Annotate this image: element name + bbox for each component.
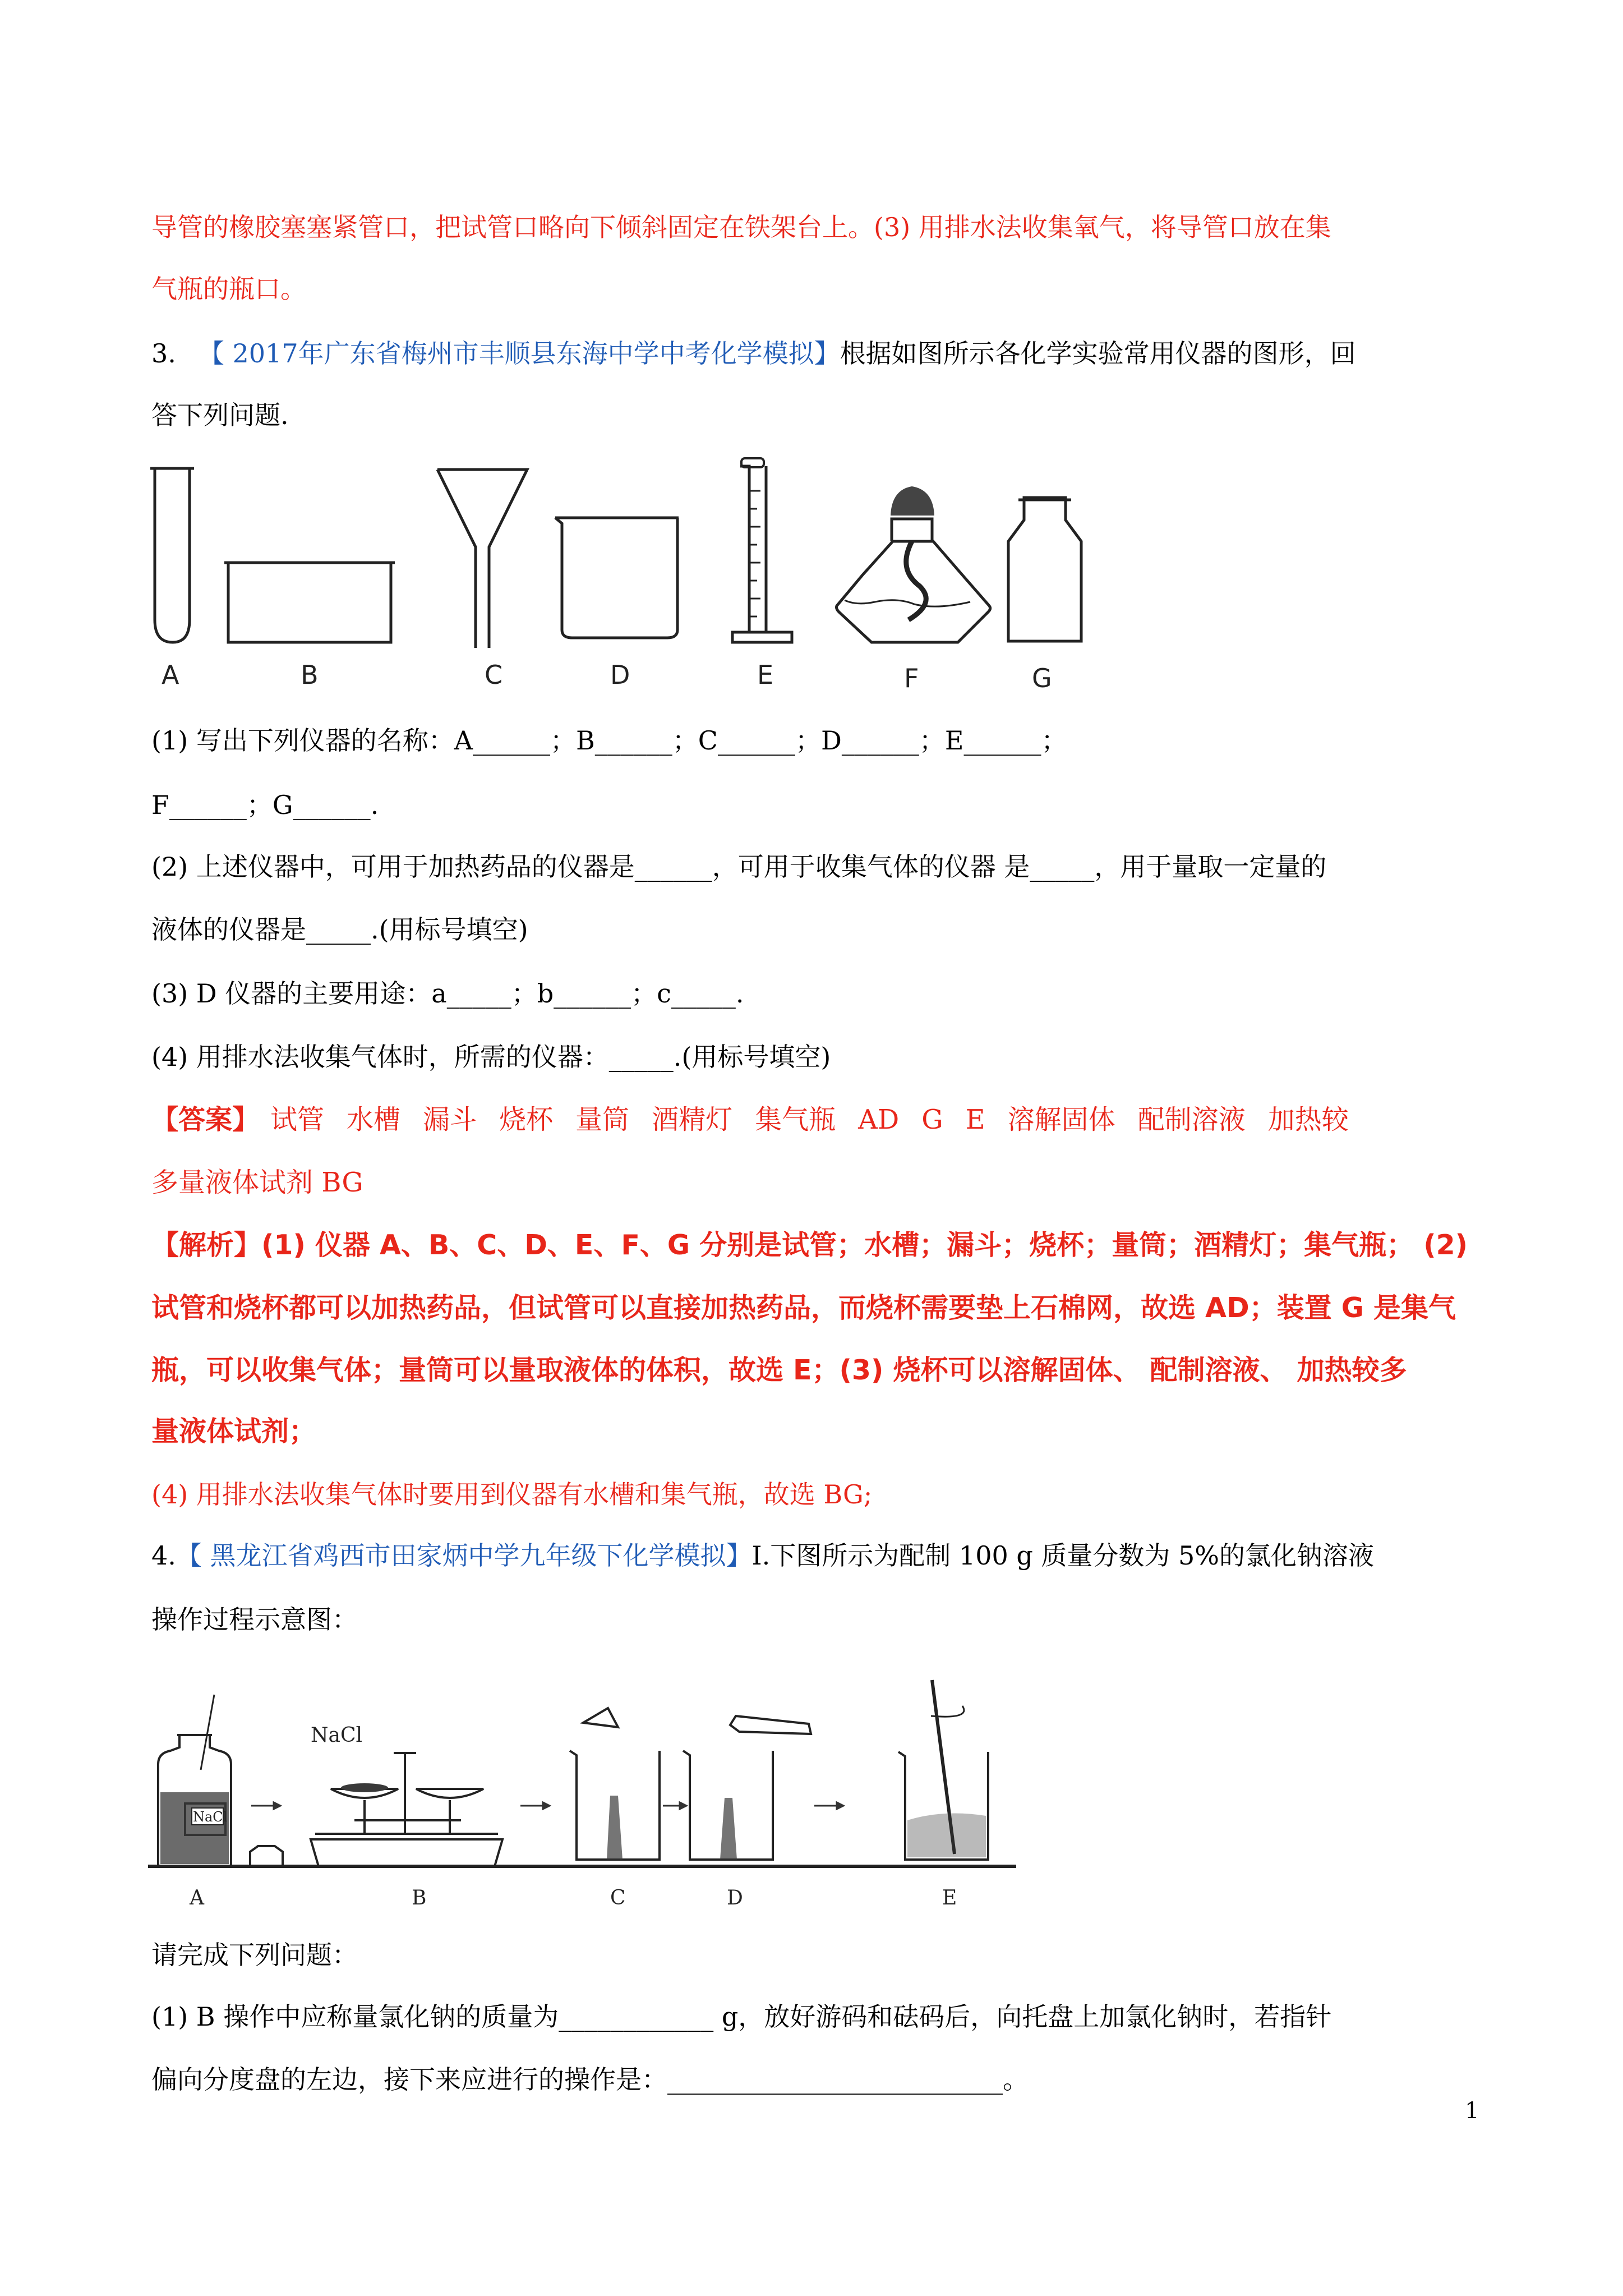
question-source: 【 2017年广东省梅州市丰顺县东海中学中考化学模拟】 [198, 338, 840, 369]
analysis-line: 【解析】(1) 仪器 A、B、C、D、E、F、G 分别是试管；水槽；漏斗；烧杯；量筒；酒精灯；集气瓶； (2) [151, 1229, 1468, 1261]
text-line: (4) 用排水法收集气体时，所需的仪器：_____.(用标号填空) [151, 1042, 831, 1072]
text-line: 操作过程示意图： [151, 1604, 358, 1635]
analysis-line: 瓶，可以收集气体；量筒可以量取液体的体积，故选 E；(3) 烧杯可以溶解固体、 配制溶液、 加热较多 [151, 1354, 1407, 1386]
analysis-line: 量液体试剂； [151, 1415, 317, 1447]
answer-item: AD [858, 1104, 900, 1135]
answer-item: 加热较 [1267, 1104, 1349, 1135]
label-B: B [412, 1887, 427, 1910]
stopper-icon [250, 1846, 283, 1866]
text-line: F______；G______. [151, 790, 379, 820]
text-line: (1) B 操作中应称量氯化钠的质量为____________ g，放好游码和砝码后，向托盘上加氯化钠时，若指针 [151, 2001, 1332, 2032]
analysis-line: (4) 用排水法收集气体时要用到仪器有水槽和集气瓶，故选 BG; [151, 1479, 873, 1510]
alcohol-lamp-icon [837, 519, 990, 642]
balance-icon [311, 1753, 502, 1866]
label-F: F [904, 663, 919, 693]
gas-bottle-icon [1008, 498, 1081, 641]
answer-item: 配制溶液 [1137, 1104, 1246, 1135]
instruments-figure [146, 457, 1099, 693]
text-line: 导管的橡胶塞塞紧管口，把试管口略向下倾斜固定在铁架台上。(3) 用排水法收集氧气，将导管口放在集 [151, 212, 1331, 242]
answer-item: 漏斗 [423, 1104, 477, 1135]
answer-item: 酒精灯 [652, 1104, 733, 1135]
funnel-icon [437, 470, 527, 648]
question-source: 【 黑龙江省鸡西市田家炳中学九年级下化学模拟】 [176, 1540, 752, 1571]
text-line: 气瓶的瓶口。 [151, 274, 306, 304]
label-E: E [942, 1887, 957, 1910]
beaker-icon [555, 518, 677, 638]
label-A: A [190, 1887, 204, 1910]
label-C: C [610, 1887, 626, 1910]
text-line: 答下列问题. [151, 400, 289, 430]
question-text: I.下图所示为配制 100 g 质量分数为 5%的氯化钠溶液 [751, 1540, 1375, 1571]
answer-item: 试管 [270, 1104, 325, 1135]
answer-label: 【答案】 [151, 1104, 260, 1135]
answer-item: G [921, 1104, 943, 1135]
question-3-heading [151, 337, 1356, 370]
analysis-line: 试管和烧杯都可以加热药品，但试管可以直接加热药品，而烧杯需要垫上石棉网，故选 AD；装置 G 是集气 [151, 1292, 1456, 1324]
text-line: 液体的仪器是_____.(用标号填空) [151, 914, 528, 945]
label-E: E [757, 660, 774, 690]
label-C: C [485, 660, 503, 690]
answer-line-2: 多量液体试剂 BG [151, 1167, 363, 1198]
question-text: 根据如图所示各化学实验常用仪器的图形，回 [840, 338, 1356, 369]
label-G: G [1032, 663, 1052, 693]
page-number: 1 [1465, 2098, 1479, 2124]
text-line: 请完成下列问题： [151, 1940, 358, 1970]
label-D: D [727, 1887, 743, 1910]
answer-item: 集气瓶 [755, 1104, 836, 1135]
text-line: (2) 上述仪器中，可用于加热药品的仪器是______，可用于收集气体的仪器 是_____，用于量取一定量的 [151, 852, 1327, 882]
test-tube-icon [155, 468, 190, 642]
answer-item: 烧杯 [499, 1104, 554, 1135]
answer-item: 量筒 [575, 1104, 630, 1135]
answer-item: 水槽 [347, 1104, 401, 1135]
question-4-heading [151, 1539, 1374, 1572]
question-number: 3. [151, 338, 176, 369]
label-B: B [301, 660, 319, 690]
text-line: 偏向分度盘的左边，接下来应进行的操作是：__________________________。 [151, 2064, 1029, 2095]
label-A: A [162, 660, 179, 690]
text-line: (3) D 仪器的主要用途：a_____；b______；c_____. [151, 978, 744, 1009]
solution-preparation-figure [147, 1669, 1022, 1916]
text-line: (1) 写出下列仪器的名称：A______；B______；C______；D______；E______； [151, 725, 1067, 756]
answer-item: E [965, 1104, 985, 1135]
label-D: D [610, 660, 630, 690]
bottle-label: NaCl [193, 1809, 228, 1825]
answer-item: 溶解固体 [1007, 1104, 1115, 1135]
answer-line [151, 1103, 1349, 1137]
water-trough-icon [228, 563, 391, 642]
balance-nacl-label: NaCl [311, 1724, 363, 1747]
question-number: 4. [151, 1540, 176, 1571]
